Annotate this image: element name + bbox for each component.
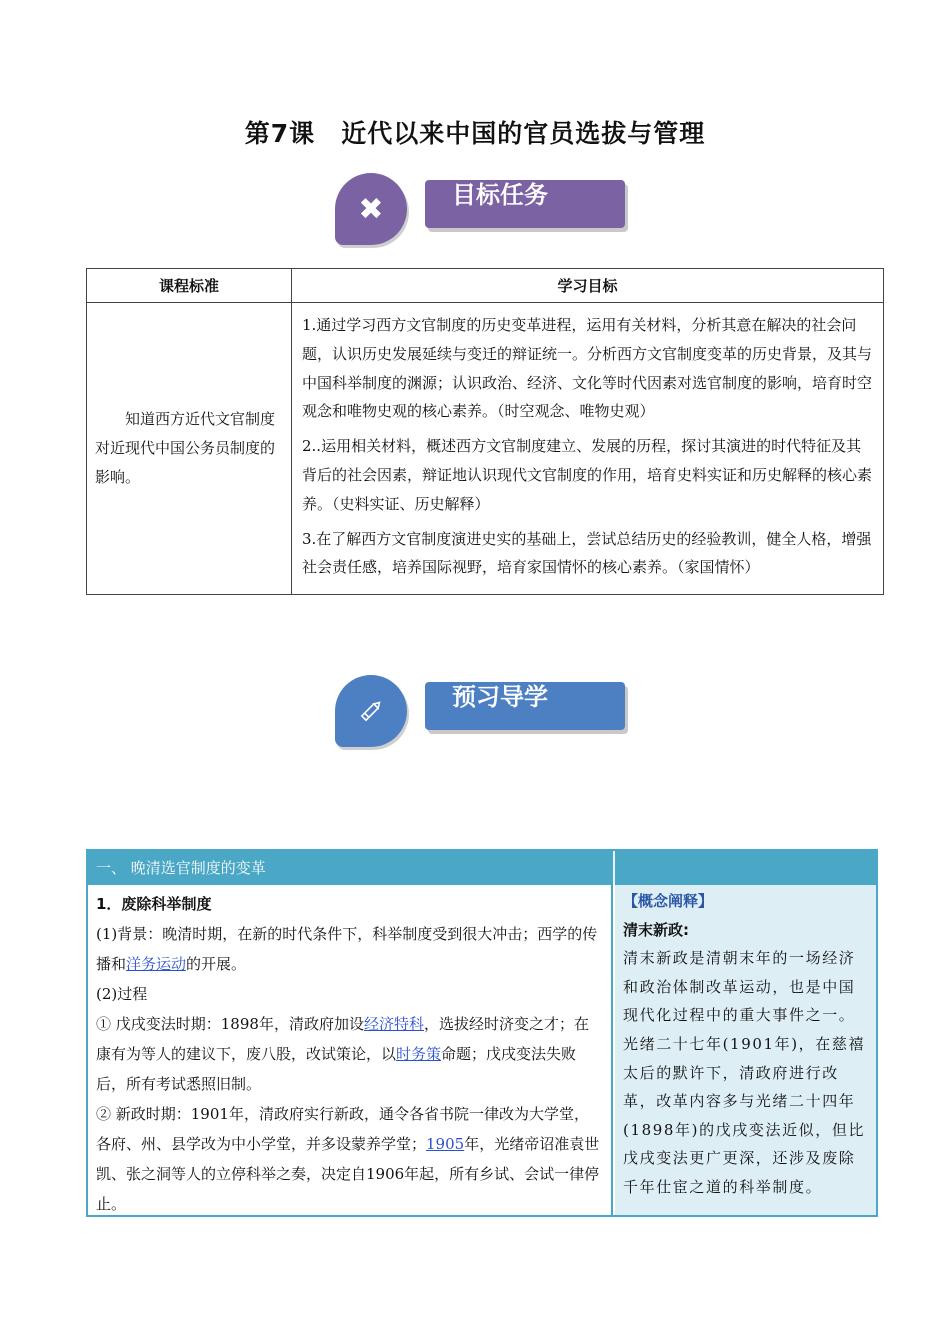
step1-text: ① 戊戌变法时期：1898年，清政府加设 bbox=[96, 1015, 364, 1033]
process-step-2 bbox=[96, 1099, 603, 1219]
step2-text-end: 年，光绪帝诏准袁世凯、张之洞等人的立停科举之奏，决定自1906年起，所有乡试、会试一律停止。 bbox=[96, 1135, 600, 1213]
step1-text-mid: ，选拔经时济变之才；在康有为等人的建议下，废八股，改试策论，以 bbox=[96, 1015, 589, 1063]
objectives-cell bbox=[292, 303, 884, 595]
page-title bbox=[0, 114, 950, 150]
goals-table-row bbox=[87, 303, 884, 595]
step2-text: ② 新政时期：1901年，清政府实行新政，通令各省书院一律改为大学堂，各府、州、县学改为中小学堂，并多设蒙养学堂； bbox=[96, 1105, 589, 1153]
goals-banner-pill bbox=[425, 180, 625, 228]
header-standard: 课程标准 bbox=[87, 269, 292, 303]
background-text-end: 的开展。 bbox=[186, 955, 247, 973]
objective-1: 1.通过学习西方文官制度的历史变革进程，运用有关材料，分析其意在解决的社会问题，认识历史发展延续与变迁的辩证统一。分析西方文官制度变革的历史背景，及其与中国科举制度的渊源；认识政治、经济、文化等时代因素对选官制度的影响，培育时空观念和唯物史观的核心素养。（时空观念、唯物史观） bbox=[302, 316, 873, 421]
lesson-table bbox=[86, 849, 878, 1217]
lesson-name: 近代以来中国的官员选拔与管理 bbox=[341, 119, 706, 148]
standard-cell bbox=[87, 303, 292, 595]
link-1905[interactable]: 1905 bbox=[426, 1135, 465, 1153]
goals-banner bbox=[335, 173, 635, 243]
goals-table bbox=[86, 268, 884, 595]
concept-sidebar bbox=[615, 885, 876, 1215]
background-text: (1)背景：晚清时期，在新的时代条件下，科举制度受到很大冲击；西学的传播和 bbox=[96, 925, 598, 973]
preview-banner bbox=[335, 675, 635, 745]
lesson-content bbox=[88, 885, 613, 1215]
section-header bbox=[88, 851, 876, 885]
goals-banner-label: 目标任务 bbox=[452, 181, 548, 209]
goals-table-header bbox=[87, 269, 884, 303]
process-step-1 bbox=[96, 1009, 603, 1099]
step1-text-end: 命题；戊戌变法失败后，所有考试悉照旧制。 bbox=[96, 1045, 577, 1093]
link-economic-special-exam[interactable]: 经济特科 bbox=[363, 1015, 424, 1033]
section-title: 一、 晚清选官制度的变革 bbox=[96, 859, 266, 877]
link-westernization-movement[interactable]: 洋务运动 bbox=[126, 955, 187, 973]
header-objectives: 学习目标 bbox=[292, 269, 884, 303]
preview-banner-pill bbox=[425, 682, 625, 730]
pencil-icon bbox=[335, 675, 407, 747]
process-label: (2)过程 bbox=[96, 985, 148, 1003]
close-x-icon: ✖ bbox=[335, 173, 407, 245]
concept-tag: 【概念阐释】 bbox=[623, 892, 714, 910]
link-current-affairs[interactable]: 时务策 bbox=[396, 1045, 442, 1063]
concept-term: 清末新政: bbox=[623, 920, 689, 939]
concept-body: 清末新政是清朝末年的一场经济和政治体制改革运动，也是中国现代化过程中的重大事件之一。光绪二十七年(1901年)，在慈禧太后的默许下，清政府进行改革，改革内容多与光绪二十四年(1898年)的戊戌变法近似，但比戊戌变法更广更深，还涉及废除千年仕宦之道的科举制度。 bbox=[623, 949, 866, 1196]
preview-banner-label: 预习导学 bbox=[452, 683, 548, 711]
objective-2: 2..运用相关材料，概述西方文官制度建立、发展的历程，探讨其演进的时代特征及其背后的社会因素，辩证地认识现代文官制度的作用，培育史料实证和历史解释的核心素养。（史料实证、历史解释） bbox=[302, 437, 873, 513]
standard-text: 知道西方近代文官制度对近现代中国公务员制度的影响。 bbox=[95, 410, 276, 487]
background-paragraph bbox=[96, 919, 603, 979]
lesson-number: 第7课 bbox=[244, 119, 316, 148]
objective-3: 3.在了解西方文官制度演进史实的基础上，尝试总结历史的经验教训，健全人格，增强社会责任感，培养国际视野，培育家国情怀的核心素养。（家国情怀） bbox=[302, 529, 872, 577]
header-divider bbox=[613, 851, 615, 885]
topic-heading: 1．废除科举制度 bbox=[96, 895, 212, 913]
